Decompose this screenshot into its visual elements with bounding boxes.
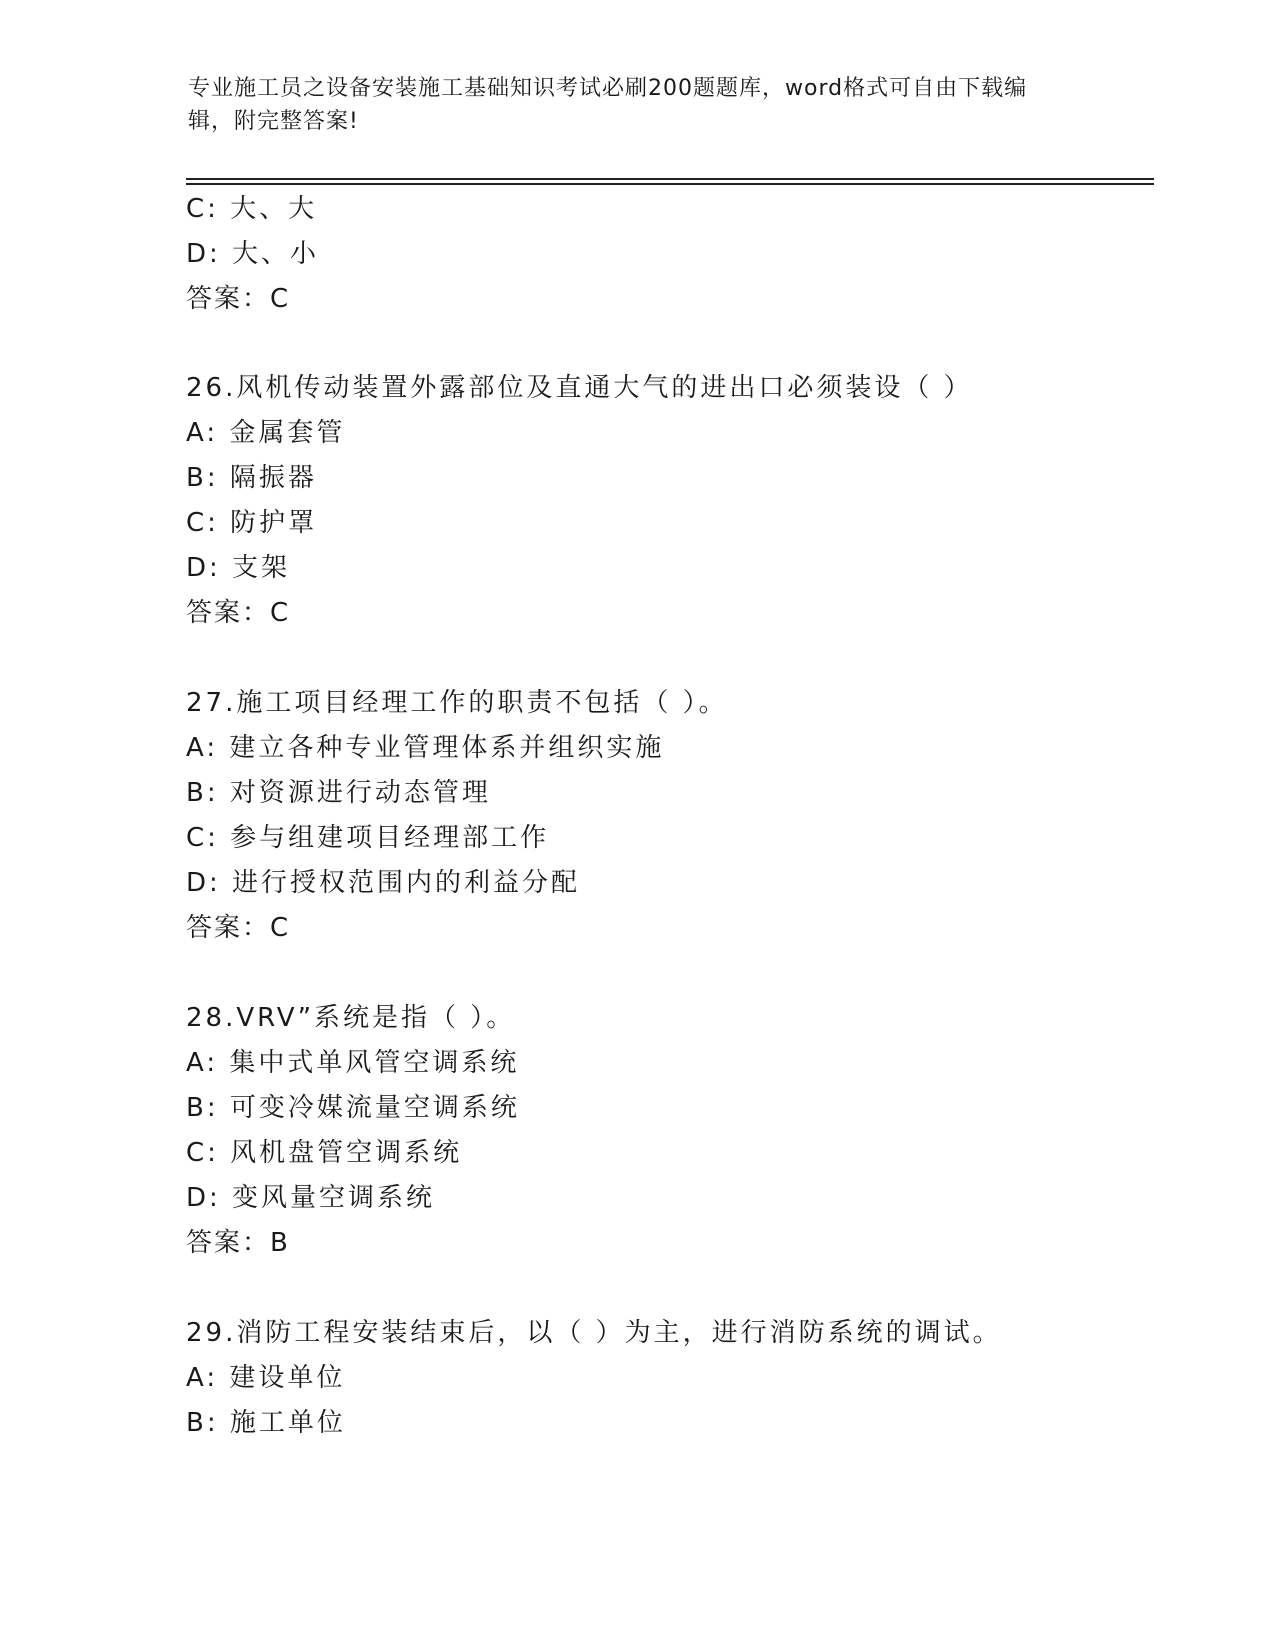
- header-divider-bottom: [186, 183, 1154, 185]
- option-line: B: 对资源进行动态管理: [186, 778, 491, 808]
- option-line: A: 金属套管: [186, 418, 346, 448]
- document-header: 专业施工员之设备安装施工基础知识考试必刷200题题库，word格式可自由下载编辑，附完整答案!: [188, 76, 1028, 134]
- option-line: A: 建设单位: [186, 1363, 346, 1393]
- question-line: 27.施工项目经理工作的职责不包括（ ）。: [186, 688, 728, 718]
- option-line: B: 隔振器: [186, 463, 317, 493]
- option-line: D: 变风量空调系统: [186, 1183, 436, 1213]
- answer-line: 答案：C: [186, 598, 291, 628]
- option-line: D: 支架: [186, 553, 291, 583]
- option-line: A: 集中式单风管空调系统: [186, 1048, 520, 1078]
- option-line: D: 进行授权范围内的利益分配: [186, 868, 581, 898]
- answer-line: 答案：C: [186, 284, 291, 314]
- option-line: C: 风机盘管空调系统: [186, 1138, 463, 1168]
- header-divider-top: [186, 178, 1154, 180]
- answer-line: 答案：C: [186, 913, 291, 943]
- question-line: 29.消防工程安装结束后，以（ ）为主，进行消防系统的调试。: [186, 1318, 1002, 1348]
- option-line: D: 大、小: [186, 239, 320, 269]
- option-line: C: 防护罩: [186, 508, 318, 538]
- option-line: B: 可变冷媒流量空调系统: [186, 1093, 520, 1123]
- option-line: C: 大、大: [186, 194, 318, 224]
- answer-line: 答案：B: [186, 1228, 290, 1258]
- option-line: C: 参与组建项目经理部工作: [186, 823, 550, 853]
- question-line: 26.风机传动装置外露部位及直通大气的进出口必须装设（ ）: [186, 373, 973, 403]
- option-line: B: 施工单位: [186, 1408, 346, 1438]
- option-line: A: 建立各种专业管理体系并组织实施: [186, 733, 665, 763]
- question-line: 28.VRV”系统是指（ ）。: [186, 1003, 516, 1033]
